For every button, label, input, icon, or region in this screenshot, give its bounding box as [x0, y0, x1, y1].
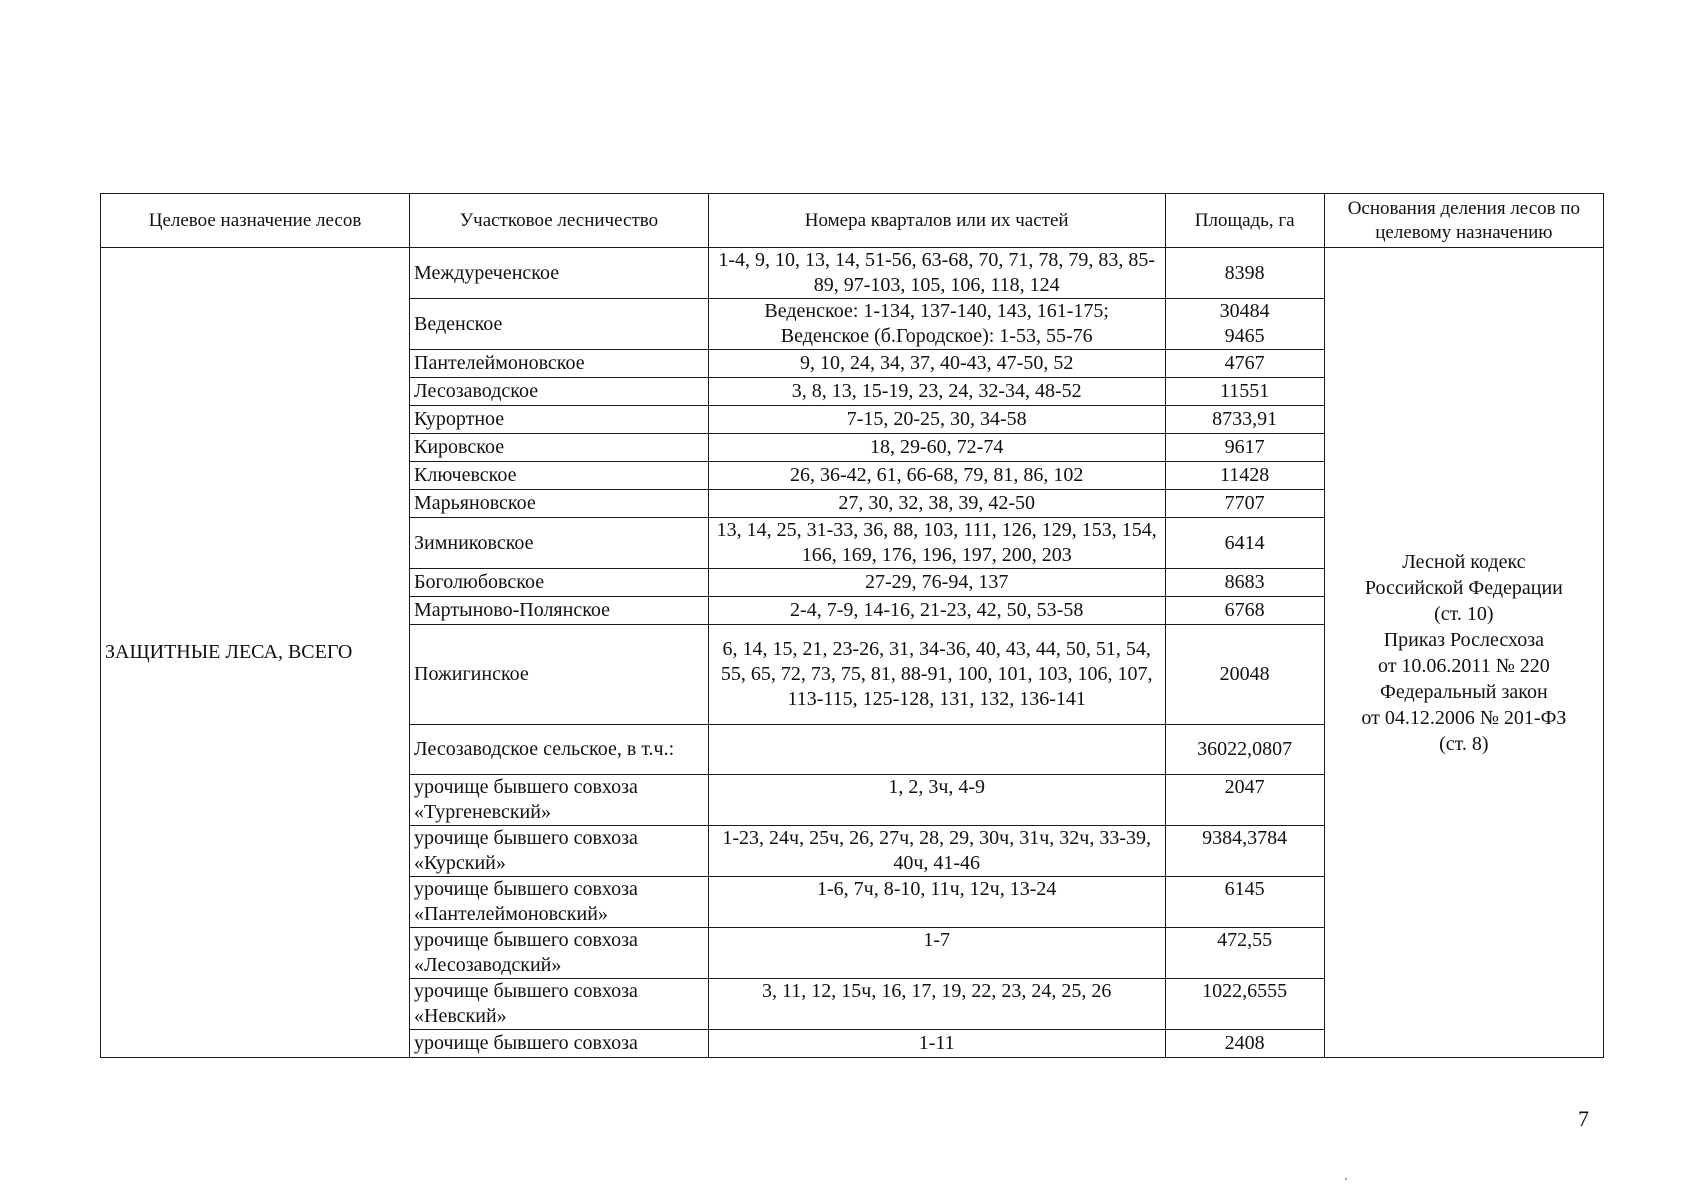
quarters-cell: 1-11 [708, 1030, 1165, 1058]
basis-line: Приказ Рослесхоза [1383, 628, 1545, 651]
district-cell: Лесозаводское сельское, в т.ч.: [410, 725, 709, 775]
header-basis: Основания деления лесов по целевому назначению [1324, 194, 1603, 248]
district-cell: урочище бывшего совхоза «Тургеневский» [410, 775, 709, 826]
area-cell: 20048 [1165, 625, 1324, 725]
basis-line: Лесной кодекс [1402, 550, 1526, 573]
quarters-cell: 7-15, 20-25, 30, 34-58 [708, 406, 1165, 434]
quarters-cell: 3, 11, 12, 15ч, 16, 17, 19, 22, 23, 24, 25, 26 [708, 979, 1165, 1030]
area-cell: 8398 [1165, 248, 1324, 299]
basis-line: от 04.12.2006 № 201-ФЗ [1361, 706, 1567, 729]
header-area: Площадь, га [1165, 194, 1324, 248]
table-body [101, 248, 1604, 1058]
quarters-cell: 18, 29-60, 72-74 [708, 434, 1165, 462]
quarters-cell: 9, 10, 24, 34, 37, 40-43, 47-50, 52 [708, 350, 1165, 378]
basis-line: Федеральный закон [1380, 680, 1548, 703]
header-district: Участковое лесничество [410, 194, 709, 248]
district-cell: Пожигинское [410, 625, 709, 725]
quarters-line: Веденское (б.Городское): 1-53, 55-76 [780, 325, 1093, 347]
quarters-cell: 26, 36-42, 61, 66-68, 79, 81, 86, 102 [708, 462, 1165, 490]
quarters-cell: 27-29, 76-94, 137 [708, 569, 1165, 597]
district-cell: урочище бывшего совхоза [410, 1030, 709, 1058]
area-cell: 7707 [1165, 490, 1324, 518]
quarters-cell: 2-4, 7-9, 14-16, 21-23, 42, 50, 53-58 [708, 597, 1165, 625]
district-cell: Междуреченское [410, 248, 709, 299]
district-cell: Курортное [410, 406, 709, 434]
area-cell: 8733,91 [1165, 406, 1324, 434]
area-cell: 2047 [1165, 775, 1324, 826]
area-cell: 9617 [1165, 434, 1324, 462]
district-cell: урочище бывшего совхоза «Невский» [410, 979, 709, 1030]
basis-cell [1324, 248, 1603, 1058]
district-cell: Ключевское [410, 462, 709, 490]
header-quarters: Номера кварталов или их частей [708, 194, 1165, 248]
basis-line: (ст. 8) [1439, 732, 1489, 755]
quarters-cell: 13, 14, 25, 31-33, 36, 88, 103, 111, 126, 129, 153, 154, 166, 169, 176, 196, 197, 200, 203 [708, 518, 1165, 569]
quarters-cell: 1-7 [708, 928, 1165, 979]
area-cell: 11428 [1165, 462, 1324, 490]
area-cell: 4767 [1165, 350, 1324, 378]
area-line: 9465 [1224, 325, 1265, 347]
area-cell [1165, 299, 1324, 350]
district-cell: урочище бывшего совхоза «Лесозаводский» [410, 928, 709, 979]
area-cell: 8683 [1165, 569, 1324, 597]
header-purpose: Целевое назначение лесов [101, 194, 410, 248]
table-header-row [101, 194, 1604, 248]
district-cell: Пантелеймоновское [410, 350, 709, 378]
table-row [101, 248, 1604, 299]
forest-purpose-table [100, 193, 1604, 1058]
area-cell: 6768 [1165, 597, 1324, 625]
quarters-cell: 27, 30, 32, 38, 39, 42-50 [708, 490, 1165, 518]
area-cell: 2408 [1165, 1030, 1324, 1058]
purpose-cell: ЗАЩИТНЫЕ ЛЕСА, ВСЕГО [101, 248, 410, 1058]
quarters-cell: 1-4, 9, 10, 13, 14, 51-56, 63-68, 70, 71, 78, 79, 83, 85-89, 97-103, 105, 106, 118, 124 [708, 248, 1165, 299]
quarters-cell: 1-23, 24ч, 25ч, 26, 27ч, 28, 29, 30ч, 31ч, 32ч, 33-39, 40ч, 41-46 [708, 826, 1165, 877]
quarters-cell [708, 299, 1165, 350]
area-cell: 6414 [1165, 518, 1324, 569]
quarters-cell: 3, 8, 13, 15-19, 23, 24, 32-34, 48-52 [708, 378, 1165, 406]
area-cell: 36022,0807 [1165, 725, 1324, 775]
page-number: 7 [1578, 1106, 1589, 1131]
district-cell: Лесозаводское [410, 378, 709, 406]
area-cell: 9384,3784 [1165, 826, 1324, 877]
basis-line: (ст. 10) [1434, 602, 1494, 625]
quarters-cell [708, 725, 1165, 775]
district-cell: урочище бывшего совхоза «Курский» [410, 826, 709, 877]
quarters-cell: 1-6, 7ч, 8-10, 11ч, 12ч, 13-24 [708, 877, 1165, 928]
district-cell: Кировское [410, 434, 709, 462]
area-line: 30484 [1219, 300, 1270, 322]
district-cell: Боголюбовское [410, 569, 709, 597]
district-cell: Зимниковское [410, 518, 709, 569]
quarters-cell: 6, 14, 15, 21, 23-26, 31, 34-36, 40, 43, 44, 50, 51, 54, 55, 65, 72, 73, 75, 81, 88-91, 100, 101, 103, 106, 107, 113-115, 125-128, 131, 132, 136-141 [708, 625, 1165, 725]
area-cell: 6145 [1165, 877, 1324, 928]
scan-speck [1345, 1178, 1347, 1180]
quarters-cell: 1, 2, 3ч, 4-9 [708, 775, 1165, 826]
area-cell: 1022,6555 [1165, 979, 1324, 1030]
district-cell: Марьяновское [410, 490, 709, 518]
quarters-line: Веденское: 1-134, 137-140, 143, 161-175; [764, 300, 1109, 322]
area-cell: 11551 [1165, 378, 1324, 406]
basis-line: от 10.06.2011 № 220 [1377, 654, 1550, 677]
district-cell: урочище бывшего совхоза «Пантелеймоновский» [410, 877, 709, 928]
basis-line: Российской Федерации [1364, 576, 1563, 599]
district-cell: Веденское [410, 299, 709, 350]
district-cell: Мартыново-Полянское [410, 597, 709, 625]
area-cell: 472,55 [1165, 928, 1324, 979]
